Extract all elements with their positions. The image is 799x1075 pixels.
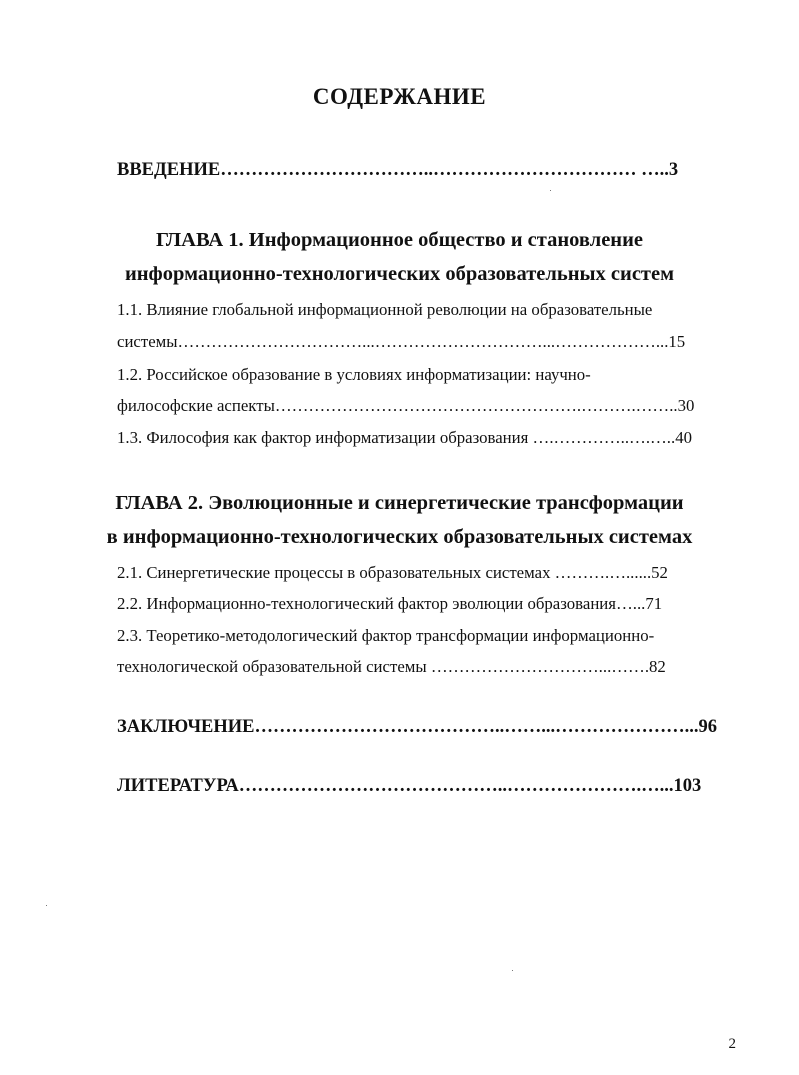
toc-conclusion[interactable]: ЗАКЛЮЧЕНИЕ…………………………………..……...…………………...96 [117, 717, 717, 737]
scan-speck [46, 905, 47, 906]
toc-literature[interactable]: ЛИТЕРАТУРА……………………………………..………………….…...103 [117, 776, 702, 796]
page-number: 2 [728, 1036, 736, 1052]
toc-entry-2-3-cont[interactable]: технологической образовательной системы …………………………...…….82 [117, 657, 666, 676]
toc-entry-1-2[interactable]: 1.2. Российское образование в условиях информатизации: научно- [117, 365, 591, 384]
toc-entry-2-1[interactable]: 2.1. Синергетические процессы в образовательных системах ……….…......52 [117, 563, 668, 582]
toc-entry-1-1-cont[interactable]: системы……………………………...…………………………...………………...15 [117, 332, 686, 351]
toc-entry-2-2[interactable]: 2.2. Информационно-технологический фактор эволюции образования…...71 [117, 594, 663, 613]
chapter1-heading-line1: ГЛАВА 1. Информационное общество и становление [155, 229, 644, 251]
toc-entry-1-2-cont[interactable]: философские аспекты……………………………………………….……….……..30 [117, 396, 695, 415]
chapter1-heading-line2: информационно-технологических образовательных систем [124, 263, 675, 285]
scan-speck [550, 190, 551, 191]
toc-entry-1-1[interactable]: 1.1. Влияние глобальной информационной революции на образовательные [117, 300, 653, 319]
toc-entry-2-3[interactable]: 2.3. Теоретико-методологический фактор трансформации информационно- [117, 626, 655, 645]
page-title: СОДЕРЖАНИЕ [312, 84, 487, 109]
chapter2-heading-line2: в информационно-технологических образовательных системах [106, 526, 693, 548]
toc-intro[interactable]: ВВЕДЕНИЕ……………………………..…………………………… …..3 [117, 160, 679, 180]
chapter2-heading-line1: ГЛАВА 2. Эволюционные и синергетические трансформации [115, 492, 684, 514]
scan-speck [512, 970, 513, 971]
toc-entry-1-3[interactable]: 1.3. Философия как фактор информатизации образования ….…………..….…..40 [117, 428, 692, 447]
